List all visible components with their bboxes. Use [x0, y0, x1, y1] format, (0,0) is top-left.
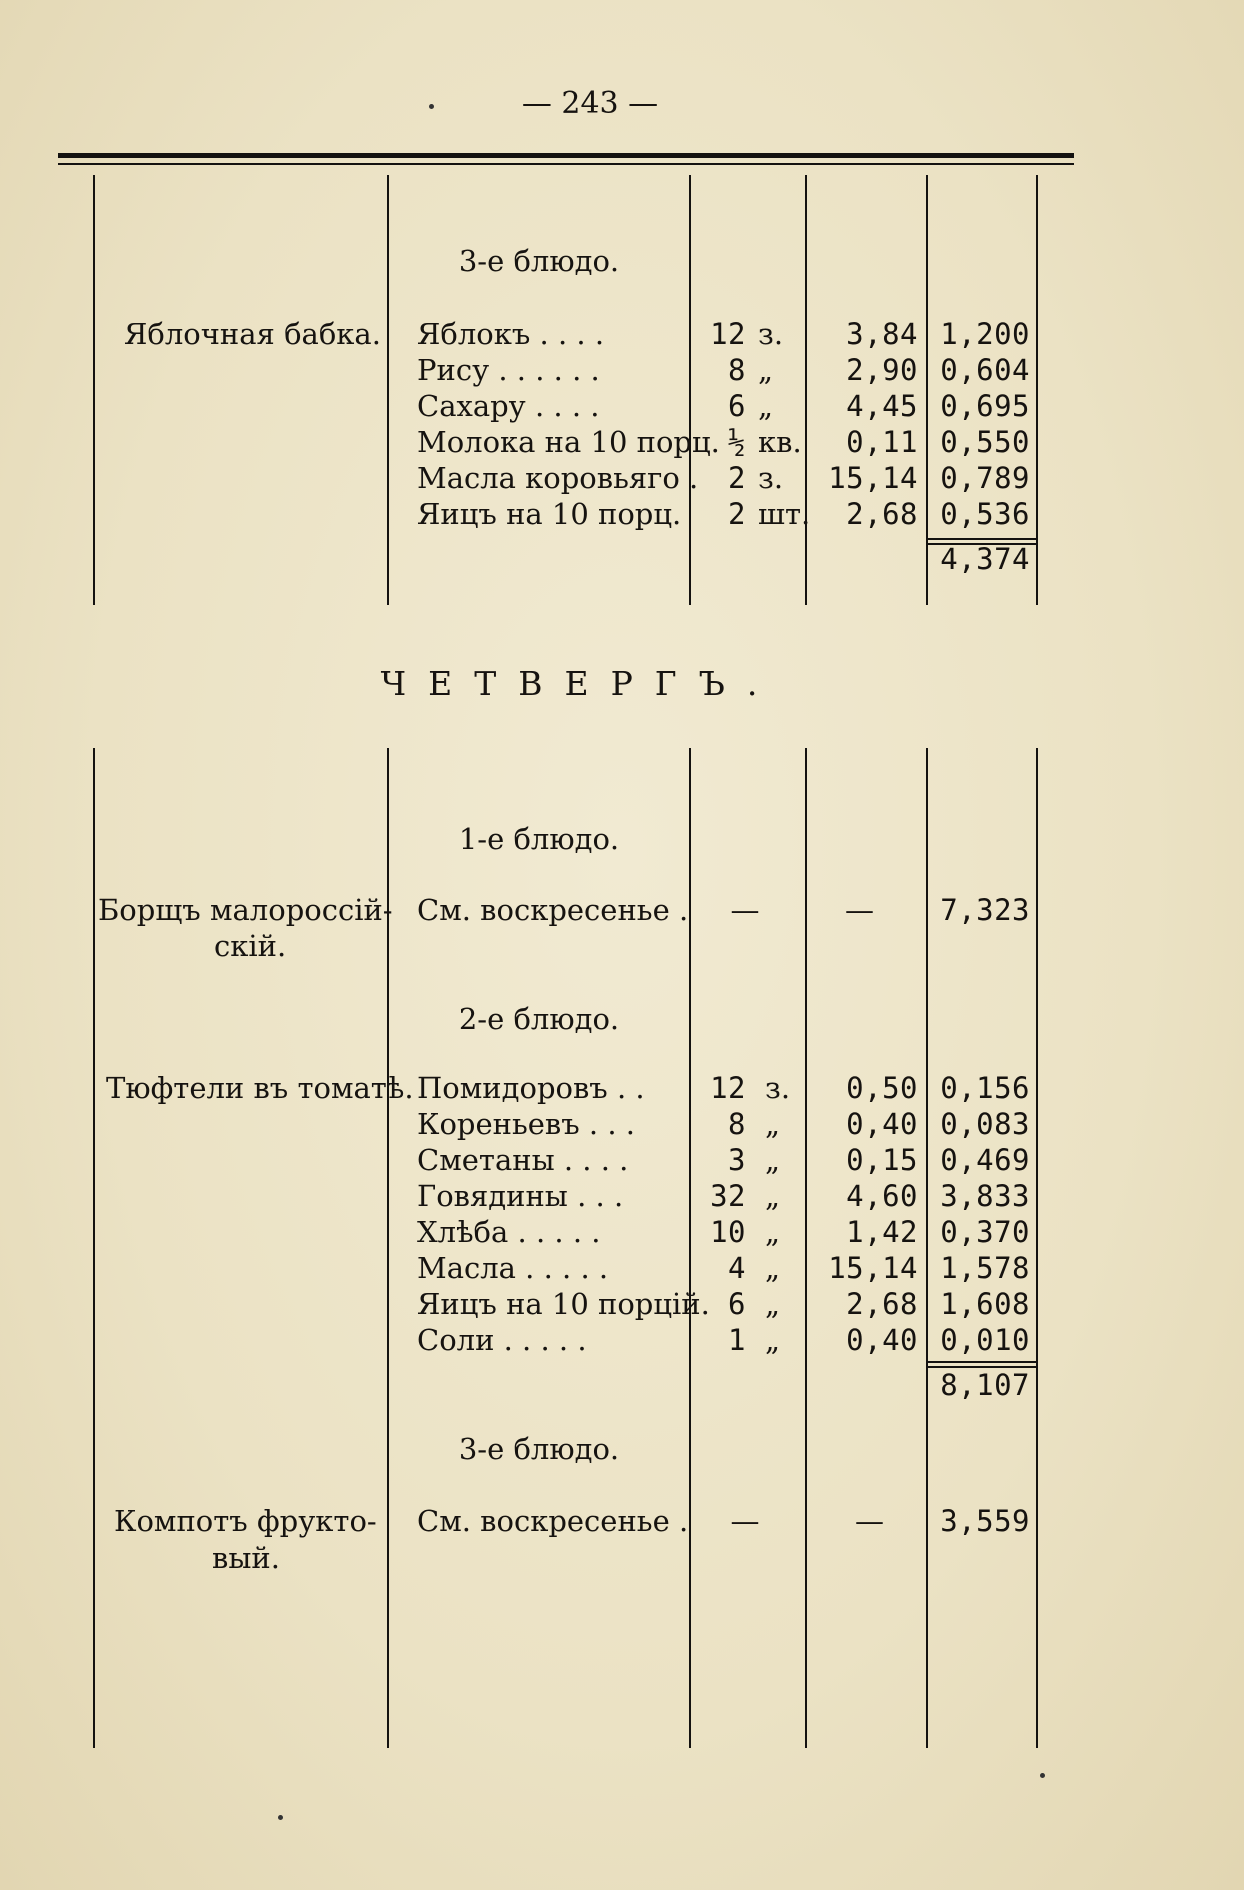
cost: 1,200: [940, 317, 1030, 351]
unit: „: [765, 1287, 781, 1321]
cost: 3,559: [940, 1504, 1030, 1538]
ingredient-name: Сметаны . . . .: [417, 1143, 629, 1177]
cost: 0,536: [940, 497, 1030, 531]
table1-rule-left: [93, 175, 95, 605]
dish-name-cont: скій.: [214, 929, 287, 963]
reference-text: См. воскресенье .: [417, 1504, 689, 1538]
quantity: 1: [728, 1323, 746, 1357]
quantity: 3: [728, 1143, 746, 1177]
table2-rule-qty: [805, 748, 807, 1748]
ingredient-name: Молока на 10 порц.: [417, 425, 720, 459]
unit: з.: [758, 317, 784, 351]
unit-price: 0,50: [846, 1071, 918, 1105]
dish-name: Компотъ фрукто-: [114, 1504, 377, 1538]
cost: 0,156: [940, 1071, 1030, 1105]
quantity: —: [730, 893, 760, 927]
table2-rule-left: [93, 748, 95, 1748]
unit-price: 2,90: [846, 353, 918, 387]
course-heading: 3-е блюдо.: [458, 244, 620, 278]
unit: „: [765, 1143, 781, 1177]
quantity: —: [730, 1504, 760, 1538]
unit-price: 2,68: [846, 1287, 918, 1321]
unit: „: [758, 353, 774, 387]
quantity: 8: [728, 353, 746, 387]
unit-price: 4,60: [846, 1179, 918, 1213]
cost: 0,370: [940, 1215, 1030, 1249]
ingredient-name: Сахару . . . .: [417, 389, 600, 423]
table2-rule-ingredient: [689, 748, 691, 1748]
cost: 0,695: [940, 389, 1030, 423]
ingredient-name: Масла коровьяго .: [417, 461, 699, 495]
quantity: 8: [728, 1107, 746, 1141]
ingredient-name: Кореньевъ . . .: [417, 1107, 635, 1141]
cost: 0,083: [940, 1107, 1030, 1141]
cost: 0,789: [940, 461, 1030, 495]
unit-price: —: [845, 893, 874, 927]
print-speck: [429, 104, 434, 109]
print-speck: [1040, 1773, 1045, 1778]
quantity: 12: [710, 1071, 746, 1105]
ingredient-name: Рису . . . . . .: [417, 353, 600, 387]
unit: „: [765, 1179, 781, 1213]
cost: 0,469: [940, 1143, 1030, 1177]
subtotal-rule-1: [928, 1361, 1036, 1363]
cost: 0,550: [940, 425, 1030, 459]
unit: „: [765, 1251, 781, 1285]
unit-price: 15,14: [828, 1251, 918, 1285]
top-rule-thin: [58, 163, 1074, 165]
ingredient-name: Яицъ на 10 порц.: [417, 497, 682, 531]
table2-rule-price: [926, 748, 928, 1748]
cost: 0,604: [940, 353, 1030, 387]
unit: „: [765, 1107, 781, 1141]
quantity: 6: [728, 389, 746, 423]
ingredient-name: Соли . . . . .: [417, 1323, 587, 1357]
table1-rule-qty: [805, 175, 807, 605]
quantity: ½: [728, 425, 746, 459]
unit: „: [758, 389, 774, 423]
cost: 1,608: [940, 1287, 1030, 1321]
quantity: 4: [728, 1251, 746, 1285]
cost: 3,833: [940, 1179, 1030, 1213]
table1-rule-ingredient: [689, 175, 691, 605]
unit-price: 0,40: [846, 1323, 918, 1357]
unit-price: 15,14: [828, 461, 918, 495]
subtotal: 4,374: [940, 542, 1030, 576]
course-heading: 1-е блюдо.: [458, 822, 620, 856]
print-speck: [278, 1815, 283, 1820]
course-heading: 2-е блюдо.: [458, 1002, 620, 1036]
cost: 7,323: [940, 893, 1030, 927]
unit-price: 3,84: [846, 317, 918, 351]
unit: з.: [758, 461, 784, 495]
subtotal: 8,107: [940, 1368, 1030, 1402]
unit: „: [765, 1215, 781, 1249]
ingredient-name: Яицъ на 10 порцій.: [417, 1287, 710, 1321]
unit-price: 1,42: [846, 1215, 918, 1249]
quantity: 10: [710, 1215, 746, 1249]
cost: 1,578: [940, 1251, 1030, 1285]
ingredient-name: Говядины . . .: [417, 1179, 624, 1213]
dish-name: Борщъ малороссій-: [98, 893, 393, 927]
cost: 0,010: [940, 1323, 1030, 1357]
unit-price: 0,11: [846, 425, 918, 459]
ingredient-name: Хлѣба . . . . .: [417, 1215, 601, 1249]
page-number: — 243 —: [521, 86, 659, 121]
top-rule-thick: [58, 153, 1074, 158]
dish-name-cont: вый.: [212, 1541, 280, 1575]
dish-name: Яблочная бабка.: [124, 317, 381, 351]
unit: кв.: [758, 425, 802, 459]
reference-text: См. воскресенье .: [417, 893, 689, 927]
table1-rule-right: [1036, 175, 1038, 605]
quantity: 32: [710, 1179, 746, 1213]
quantity: 2: [728, 461, 746, 495]
unit-price: 2,68: [846, 497, 918, 531]
unit-price: 0,40: [846, 1107, 918, 1141]
unit: шт.: [758, 497, 811, 531]
course-heading: 3-е блюдо.: [458, 1432, 620, 1466]
unit: „: [765, 1323, 781, 1357]
unit-price: —: [855, 1504, 884, 1538]
ingredient-name: Масла . . . . .: [417, 1251, 609, 1285]
quantity: 12: [710, 317, 746, 351]
subtotal-rule-1: [928, 538, 1036, 540]
day-title: ЧЕТВЕРГЪ.: [380, 664, 780, 703]
table1-rule-price: [926, 175, 928, 605]
ingredient-name: Яблокъ . . . .: [417, 317, 605, 351]
table1-rule-name: [387, 175, 389, 605]
unit-price: 0,15: [846, 1143, 918, 1177]
unit: з.: [765, 1071, 791, 1105]
table2-rule-right: [1036, 748, 1038, 1748]
dish-name: Тюфтели въ томатѣ.: [106, 1071, 414, 1105]
quantity: 2: [728, 497, 746, 531]
unit-price: 4,45: [846, 389, 918, 423]
ingredient-name: Помидоровъ . .: [417, 1071, 645, 1105]
quantity: 6: [728, 1287, 746, 1321]
